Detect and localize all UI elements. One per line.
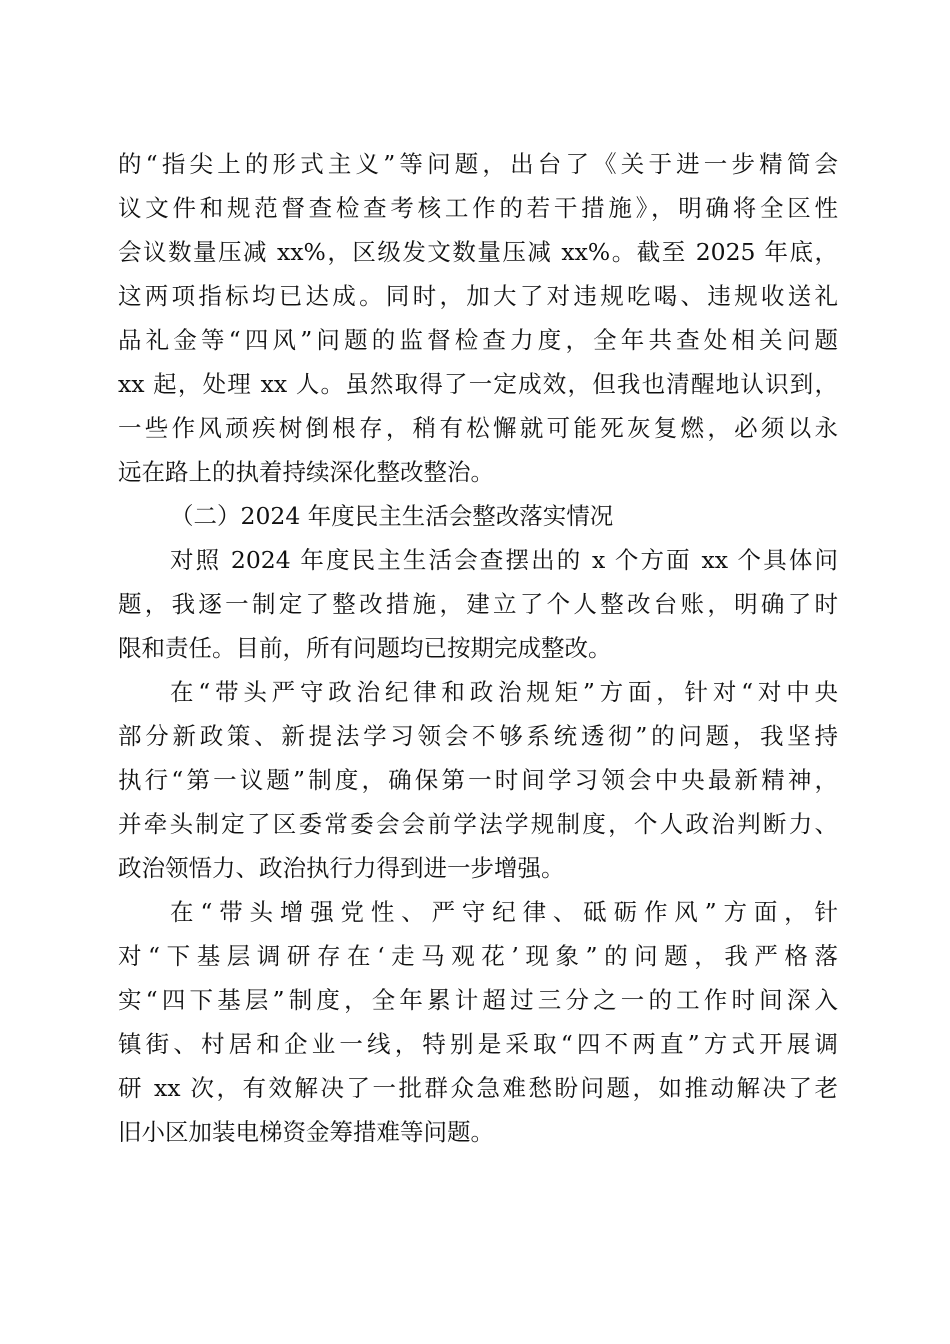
text-line: 研 xx 次，有效解决了一批群众急难愁盼问题，如推动解决了老 — [118, 1074, 838, 1102]
text-line: xx 起，处理 xx 人。虽然取得了一定成效，但我也清醒地认识到， — [118, 370, 838, 398]
text-line: 在“带头增强党性、严守纪律、砥砺作风”方面，针 — [170, 898, 838, 926]
text-line: 政治领悟力、政治执行力得到进一步增强。 — [118, 854, 565, 882]
text-line: 这两项指标均已达成。同时，加大了对违规吃喝、违规收送礼 — [118, 282, 838, 310]
text-line: 对“下基层调研存在‘走马观花’现象”的问题，我严格落 — [118, 942, 838, 970]
text-line: 镇街、村居和企业一线，特别是采取“四不两直”方式开展调 — [118, 1030, 838, 1058]
text-line: 并牵头制定了区委常委会会前学法学规制度，个人政治判断力、 — [118, 810, 838, 838]
text-line: 实“四下基层”制度，全年累计超过三分之一的工作时间深入 — [118, 986, 838, 1014]
paragraph-1 — [118, 142, 838, 494]
text-line: 议文件和规范督查检查考核工作的若干措施》，明确将全区性 — [118, 194, 838, 222]
text-line: 对照 2024 年度民主生活会查摆出的 x 个方面 xx 个具体问 — [170, 546, 838, 574]
text-line: 题，我逐一制定了整改措施，建立了个人整改台账，明确了时 — [118, 590, 838, 618]
text-line: 品礼金等“四风”问题的监督检查力度，全年共查处相关问题 — [118, 326, 838, 354]
text-line: 旧小区加装电梯资金筹措难等问题。 — [118, 1118, 494, 1146]
text-line: 限和责任。目前，所有问题均已按期完成整改。 — [118, 634, 612, 662]
text-line: 一些作风顽疾树倒根存，稍有松懈就可能死灰复燃，必须以永 — [118, 414, 838, 442]
text-line: 部分新政策、新提法学习领会不够系统透彻”的问题，我坚持 — [118, 722, 838, 750]
text-line: 远在路上的执着持续深化整改整治。 — [118, 458, 494, 486]
section-heading — [118, 494, 838, 538]
text-line: 会议数量压减 xx%，区级发文数量压减 xx%。截至 2025 年底， — [118, 238, 838, 266]
paragraph-4 — [118, 890, 838, 1154]
text-line: 的“指尖上的形式主义”等问题，出台了《关于进一步精简会 — [118, 150, 838, 178]
paragraph-3 — [118, 670, 838, 890]
text-line: 在“带头严守政治纪律和政治规矩”方面，针对“对中央 — [170, 678, 838, 706]
paragraph-2 — [118, 538, 838, 670]
document-page — [118, 142, 838, 1154]
text-line: 执行“第一议题”制度，确保第一时间学习领会中央最新精神， — [118, 766, 838, 794]
section-heading-text: （二）2024 年度民主生活会整改落实情况 — [170, 502, 614, 530]
